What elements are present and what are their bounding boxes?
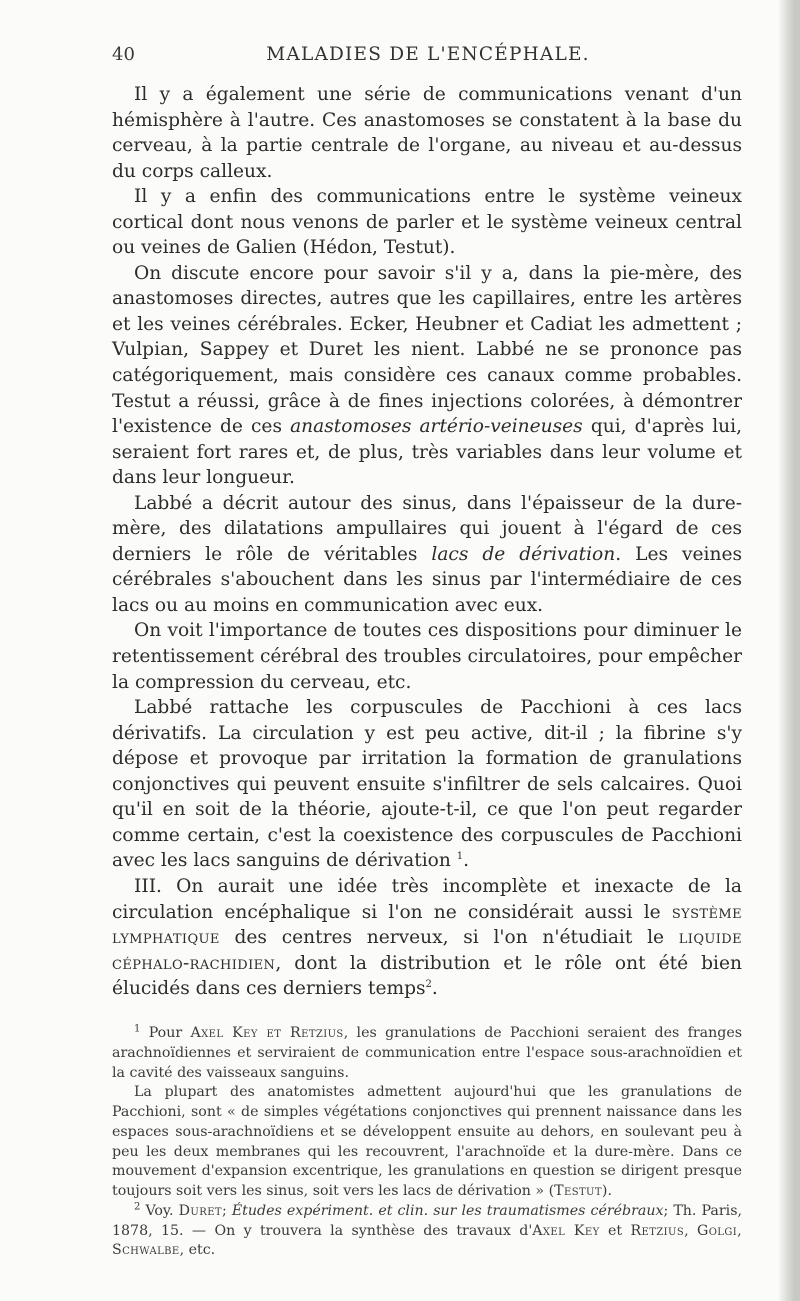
footnotes <box>112 1024 742 1261</box>
page-number: 40 <box>112 44 135 65</box>
author-name: Retzius <box>630 1222 685 1239</box>
page-header <box>112 44 744 68</box>
footnote-1-continued: La plupart des anatomistes admettent aujourd'hui que les granulations de Pacchioni, sont « de simples végétations conjonctives qui prennent naissance dans les espaces sous-arachnoïdiens et se développent ensuite au dehors, en soulevant peu à peu les deux membranes qui les recouvrent, l'arachnoïde et la dure-mère. Dans ce mouvement d'expansion excentrique, les granulations en question se dirigent presque toujours soit vers les sinus, soit vers les lacs de dérivation » (Testut). <box>112 1084 742 1199</box>
paragraph: Il y a enfin des communications entre le système veineux cortical dont nous venons de parler et le système veineux central ou veines de Galien (Hédon, Testut). <box>112 186 742 259</box>
page-edge <box>794 0 800 1301</box>
italic-term: anastomoses artério-veineuses <box>290 416 583 438</box>
paragraph: III. On aurait une idée très incomplète et inexacte de la circulation encéphalique si l'on ne considérait aussi le système lymphatique des centres nerveux, si l'on n'étudiait le liquide céphalo-rachidien, dont la distribution et le rôle ont été bien élucidés dans ces derniers temps$^2$. <box>112 875 742 1000</box>
paragraph: On discute encore pour savoir s'il y a, dans la pie-mère, des anastomoses directes, autres que les capillaires, entre les artères et les veines cérébrales. Ecker, Heubner et Cadiat les admettent ; Vulpian, Sappey et Duret les nient. Labbé ne se prononce pas catégoriquement, mais considère ces canaux comme probables. Testut a réussi, grâce à de fines injections colorées, à démontrer l'existence de ces anastomoses artério-veineuses qui, d'après lui, seraient fort rares et, de plus, très variables dans leur volume et dans leur longueur. <box>112 262 742 489</box>
small-caps-term: système lymphatique <box>112 901 742 949</box>
footnote-2: $^2$ Voy. Duret; Études expériment. et clin. sur les traumatismes cérébraux; Th. Paris, 1878, 15. — On y trouvera la synthèse des travaux d'Axel Key et Retzius, Golgi, Schwalbe, etc. <box>112 1201 742 1259</box>
footnote-ref: 1 <box>456 851 464 863</box>
paragraph: Labbé a décrit autour des sinus, dans l'épaisseur de la dure-mère, des dilatations ampullaires qui jouent à l'égard de ces derniers le rôle de véritables lacs de dérivation. Les veines cérébrales s'abouchent dans les sinus par l'intermédiaire de ces lacs ou au moins en communication avec eux. <box>112 492 742 616</box>
author-name: Testut <box>554 1183 602 1199</box>
footnote-marker: 1 <box>134 1023 141 1035</box>
italic-title: Études expériment. et clin. sur les traumatismes cérébraux <box>231 1202 664 1219</box>
paragraph: Il y a également une série de communications venant d'un hémisphère à l'autre. Ces anastomoses se constatent à la base du cerveau, à la partie centrale de l'organe, au niveau et au-dessus du corps calleux. <box>112 84 742 182</box>
italic-term: lacs de dérivation <box>431 543 616 565</box>
author-name: Duret <box>178 1202 222 1219</box>
author-name: Axel Key <box>532 1222 600 1239</box>
running-title: MALADIES DE L'ENCÉPHALE. <box>266 44 590 65</box>
footnote-1: $^1$ Pour Axel Key et Retzius, les granulations de Pacchioni seraient des franges arachnoïdiennes et serviraient de communication entre l'espace sous-arachnoïdien et la cavité des vaisseaux sanguins. <box>112 1023 742 1081</box>
paragraph: Labbé rattache les corpuscules de Pacchioni à ces lacs dérivatifs. La circulation y est peu active, dit-il ; la fibrine s'y dépose et provoque par irritation la formation de granulations conjonctives qui peuvent ensuite s'infiltrer de sels calcaires. Quoi qu'il en soit de la théorie, ajoute-t-il, ce que l'on peut regarder comme certain, c'est la coexistence des corpuscules de Pacchioni avec les lacs sanguins de dérivation $^1$. <box>112 697 742 872</box>
author-name: Axel Key et Retzius <box>190 1025 344 1041</box>
main-text <box>112 82 742 1002</box>
author-name: Golgi, Schwalbe <box>112 1222 742 1259</box>
small-caps-term: liquide céphalo-rachidien <box>112 927 742 974</box>
footnote-ref: 2 <box>425 978 432 990</box>
paragraph: On voit l'importance de toutes ces dispositions pour diminuer le retentissement cérébral des troubles circulatoires, pour empêcher la compression du cerveau, etc. <box>112 620 742 693</box>
footnote-marker: 2 <box>134 1201 141 1213</box>
